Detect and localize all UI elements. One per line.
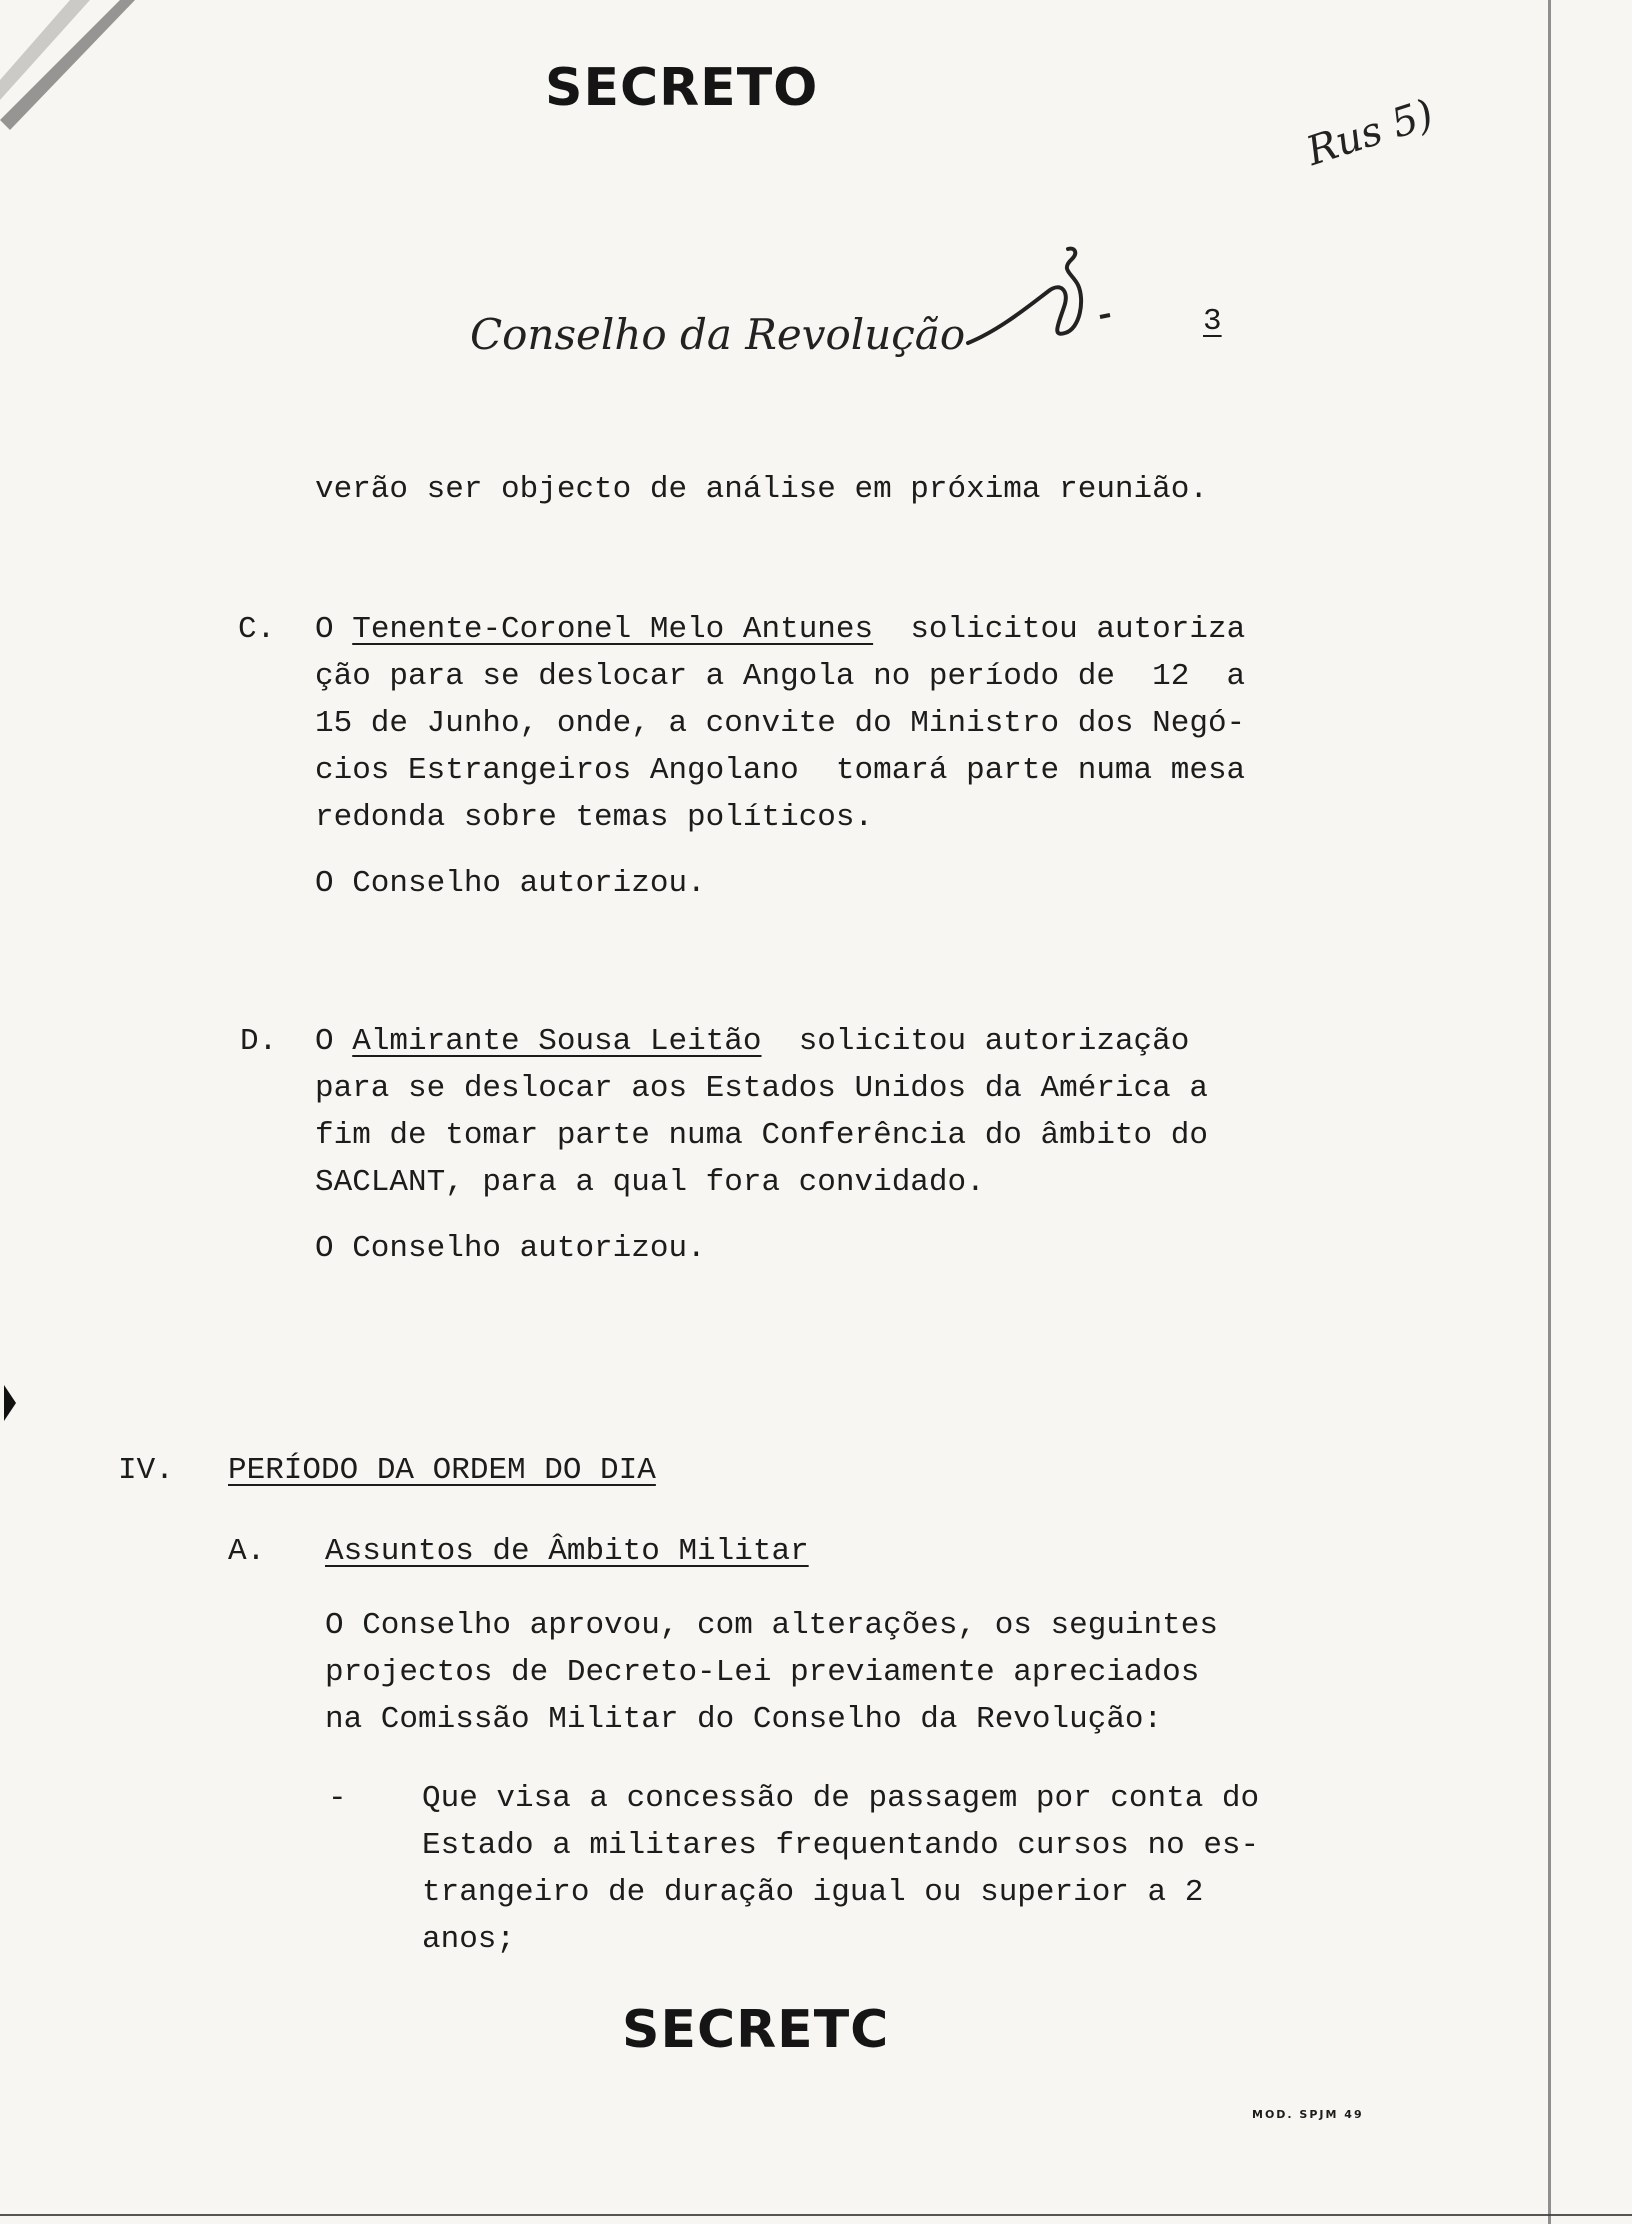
item-c-line-2: ção para se deslocar a Angola no período de 12 a xyxy=(315,659,1246,694)
item-d-name: Almirante Sousa Leitão xyxy=(352,1024,762,1059)
bullet-item-1-line-2: Estado a militares frequentando cursos no es- xyxy=(422,1828,1260,1863)
subsection-a-title: Assuntos de Âmbito Militar xyxy=(325,1534,809,1569)
item-d-letter: D. xyxy=(240,1024,278,1059)
scan-right-edge xyxy=(1548,0,1551,2224)
bullet-dash: - xyxy=(328,1781,347,1816)
subsection-a-letter: A. xyxy=(228,1534,266,1569)
item-d-line-1: O Almirante Sousa Leitão solicitou autorização xyxy=(315,1024,1190,1059)
item-c-line-1: O Tenente-Coronel Melo Antunes solicitou autoriza xyxy=(315,612,1246,647)
handwritten-note: Rus 5) xyxy=(1301,91,1440,175)
section-iv-numeral: IV. xyxy=(118,1453,174,1488)
item-d-line-2: para se deslocar aos Estados Unidos da América a xyxy=(315,1071,1208,1106)
item-c-line-5: redonda sobre temas políticos. xyxy=(315,800,874,835)
scan-bottom-edge xyxy=(0,2214,1632,2216)
item-d-line-3: fim de tomar parte numa Conferência do âmbito do xyxy=(315,1118,1208,1153)
letterhead: Conselho da Revolução xyxy=(470,310,966,359)
secreto-stamp-top: SECRETO xyxy=(545,58,819,118)
continuation-text: verão ser objecto de análise em próxima reunião. xyxy=(315,472,1208,507)
bullet-item-1-line-4: anos; xyxy=(422,1922,516,1957)
item-c-resolution: O Conselho autorizou. xyxy=(315,866,706,901)
item-c-name: Tenente-Coronel Melo Antunes xyxy=(352,612,874,647)
item-d-line-4: SACLANT, para a qual fora convidado. xyxy=(315,1165,985,1200)
item-c-line-3: 15 de Junho, onde, a convite do Ministro dos Negó- xyxy=(315,706,1246,741)
section-iv-title: PERÍODO DA ORDEM DO DIA xyxy=(228,1453,656,1488)
bullet-item-1-line-1: Que visa a concessão de passagem por conta do xyxy=(422,1781,1260,1816)
scan-corner-mark xyxy=(0,0,140,140)
subsection-a-para-3: na Comissão Militar do Conselho da Revolução: xyxy=(325,1702,1163,1737)
item-c-letter: C. xyxy=(238,612,276,647)
signature-initials xyxy=(960,245,1150,365)
page-number: 3 xyxy=(1203,304,1222,339)
item-c-line-4: cios Estrangeiros Angolano tomará parte numa mesa xyxy=(315,753,1246,788)
item-d-resolution: O Conselho autorizou. xyxy=(315,1231,706,1266)
subsection-a-para-2: projectos de Decreto-Lei previamente apreciados xyxy=(325,1655,1200,1690)
form-code: MOD. SPJM 49 xyxy=(1252,2108,1364,2121)
bullet-item-1-line-3: trangeiro de duração igual ou superior a 2 xyxy=(422,1875,1204,1910)
secreto-stamp-bottom: SECRETC xyxy=(622,2000,890,2060)
scan-margin-mark xyxy=(4,1385,16,1421)
subsection-a-para-1: O Conselho aprovou, com alterações, os seguintes xyxy=(325,1608,1218,1643)
